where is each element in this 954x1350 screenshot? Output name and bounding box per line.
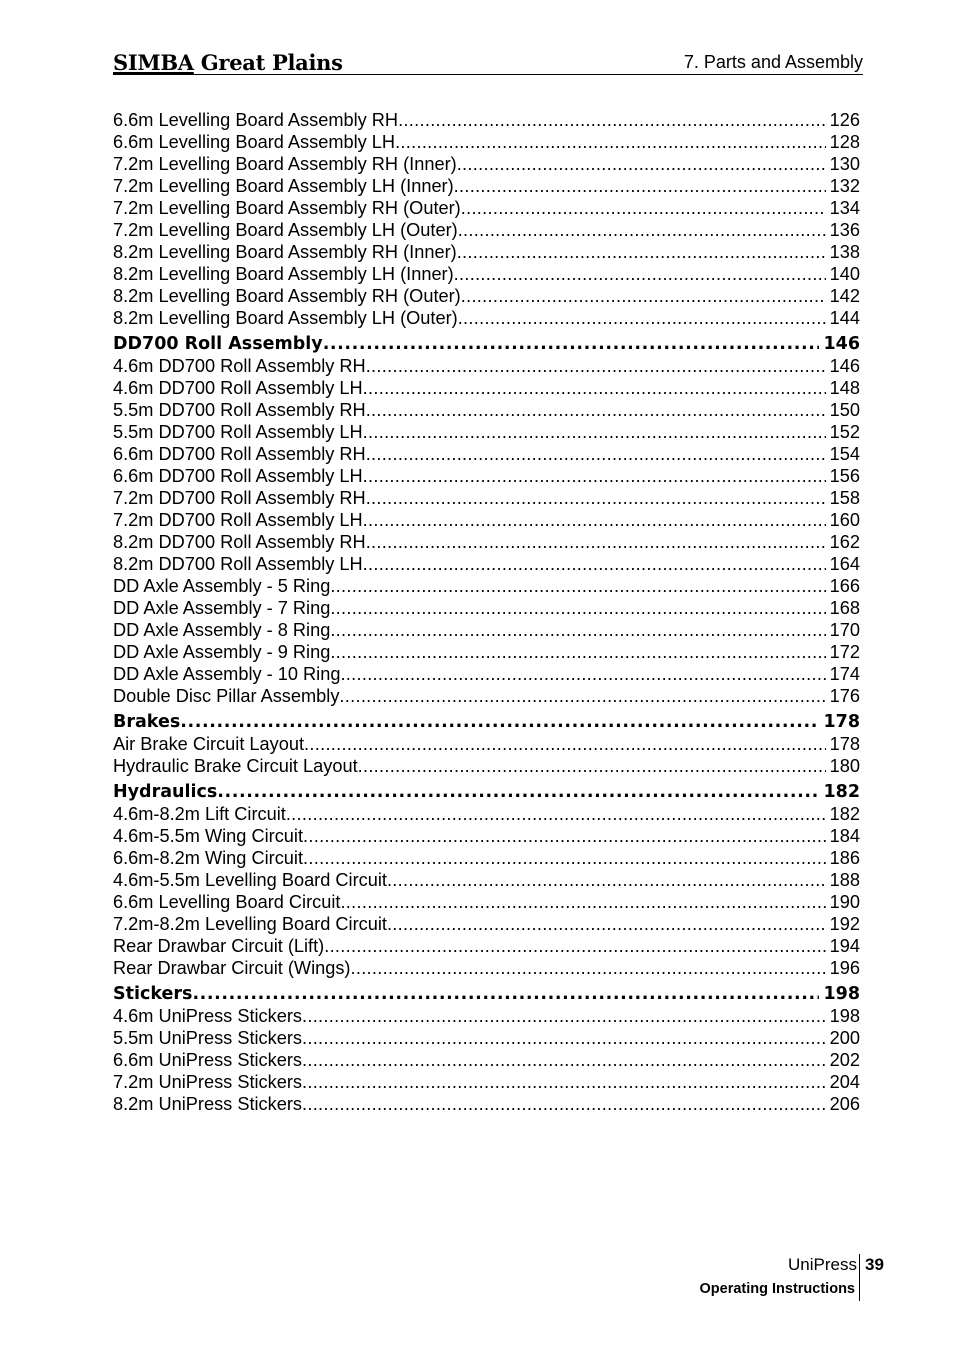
toc-entry-title: 6.6m Levelling Board Assembly LH (113, 132, 396, 152)
toc-entry[interactable] (113, 891, 860, 913)
toc-entry-title: 8.2m Levelling Board Assembly LH (Outer) (113, 308, 458, 328)
toc-entry[interactable] (113, 355, 860, 377)
toc-entry-page: 126 (829, 110, 860, 130)
toc-section-heading[interactable] (113, 329, 860, 355)
toc-entry-page: 200 (829, 1028, 860, 1048)
toc-entry-title: 7.2m Levelling Board Assembly LH (Outer) (113, 220, 458, 240)
toc-dot-leader (454, 175, 826, 197)
toc-section-heading[interactable] (113, 979, 860, 1005)
toc-entry-title: 8.2m UniPress Stickers (113, 1094, 302, 1114)
toc-entry-page: 154 (829, 444, 860, 464)
toc-entry[interactable] (113, 913, 860, 935)
toc-entry[interactable] (113, 619, 860, 641)
toc-entry[interactable] (113, 663, 860, 685)
toc-dot-leader (366, 531, 826, 553)
toc-entry[interactable] (113, 869, 860, 891)
toc-entry-page: 158 (829, 488, 860, 508)
toc-entry-title: 7.2m Levelling Board Assembly RH (Inner) (113, 154, 457, 174)
toc-entry-title: 7.2m UniPress Stickers (113, 1072, 302, 1092)
page-number: 39 (865, 1255, 884, 1274)
footer-subtitle: Operating Instructions (699, 1281, 855, 1297)
toc-entry[interactable] (113, 1005, 860, 1027)
toc-entry[interactable] (113, 1093, 860, 1115)
toc-dot-leader (366, 487, 826, 509)
toc-entry-title: 7.2m DD700 Roll Assembly LH (113, 510, 363, 530)
header-rule (113, 74, 863, 75)
toc-entry-title: DD700 Roll Assembly (113, 334, 323, 354)
toc-entry-page: 204 (829, 1072, 860, 1092)
toc-dot-leader (302, 1071, 826, 1093)
toc-entry-page: 144 (829, 308, 860, 328)
toc-entry-page: 186 (829, 848, 860, 868)
toc-dot-leader (461, 197, 826, 219)
toc-entry[interactable] (113, 109, 860, 131)
toc-entry-title: 7.2m Levelling Board Assembly LH (Inner) (113, 176, 454, 196)
toc-entry-title: 8.2m DD700 Roll Assembly RH (113, 532, 366, 552)
toc-entry-title: Stickers (113, 984, 193, 1004)
toc-entry-page: 168 (829, 598, 860, 618)
toc-dot-leader (457, 153, 826, 175)
toc-entry-title: 5.5m DD700 Roll Assembly RH (113, 400, 366, 420)
toc-section-heading[interactable] (113, 777, 860, 803)
toc-entry-page: 184 (829, 826, 860, 846)
toc-entry-title: 4.6m-5.5m Levelling Board Circuit (113, 870, 387, 890)
toc-dot-leader (458, 307, 826, 329)
toc-entry-page: 172 (829, 642, 860, 662)
toc-entry-title: 6.6m DD700 Roll Assembly LH (113, 466, 363, 486)
toc-entry[interactable] (113, 175, 860, 197)
toc-entry-title: 6.6m Levelling Board Circuit (113, 892, 341, 912)
toc-entry-page: 140 (829, 264, 860, 284)
toc-entry-page: 146 (823, 334, 860, 354)
toc-entry-title: 4.6m-5.5m Wing Circuit (113, 826, 304, 846)
toc-dot-leader (366, 443, 826, 465)
toc-entry-page: 178 (823, 712, 860, 732)
toc-section-heading[interactable] (113, 707, 860, 733)
toc-entry[interactable] (113, 935, 860, 957)
toc-entry-page: 152 (829, 422, 860, 442)
toc-entry-title: 8.2m Levelling Board Assembly RH (Inner) (113, 242, 457, 262)
toc-dot-leader (398, 109, 826, 131)
toc-entry-title: 5.5m UniPress Stickers (113, 1028, 302, 1048)
toc-entry[interactable] (113, 803, 860, 825)
toc-entry-title: Hydraulic Brake Circuit Layout (113, 756, 358, 776)
toc-entry-page: 160 (829, 510, 860, 530)
toc-entry[interactable] (113, 597, 860, 619)
toc-entry-title: Hydraulics (113, 782, 218, 802)
toc-entry-title: Brakes (113, 712, 181, 732)
toc-dot-leader (363, 377, 826, 399)
toc-entry[interactable] (113, 241, 860, 263)
toc-entry-title: 7.2m DD700 Roll Assembly RH (113, 488, 366, 508)
toc-entry-page: 176 (829, 686, 860, 706)
toc-dot-leader (303, 847, 826, 869)
toc-dot-leader (358, 755, 826, 777)
toc-entry-page: 196 (829, 958, 860, 978)
toc-entry-title: 4.6m DD700 Roll Assembly RH (113, 356, 366, 376)
toc-entry[interactable] (113, 825, 860, 847)
toc-entry-title: 6.6m Levelling Board Assembly RH (113, 110, 399, 130)
toc-entry-page: 132 (829, 176, 860, 196)
toc-entry[interactable] (113, 755, 860, 777)
toc-entry-title: 4.6m UniPress Stickers (113, 1006, 302, 1026)
toc-entry-title: 5.5m DD700 Roll Assembly LH (113, 422, 363, 442)
toc-entry-page: 166 (829, 576, 860, 596)
toc-entry-page: 182 (823, 782, 860, 802)
toc-entry-page: 198 (829, 1006, 860, 1026)
toc-entry-page: 136 (829, 220, 860, 240)
toc-entry-title: Rear Drawbar Circuit (Lift) (113, 936, 325, 956)
table-of-contents (113, 109, 860, 1115)
toc-dot-leader (366, 399, 826, 421)
toc-entry[interactable] (113, 1049, 860, 1071)
toc-entry[interactable] (113, 465, 860, 487)
brand-primary: SIMBA (113, 50, 194, 75)
toc-dot-leader (454, 263, 826, 285)
toc-entry-page: 162 (829, 532, 860, 552)
toc-entry-title: DD Axle Assembly - 8 Ring (113, 620, 331, 640)
toc-entry-page: 182 (829, 804, 860, 824)
toc-entry[interactable] (113, 575, 860, 597)
toc-entry[interactable] (113, 1027, 860, 1049)
toc-entry-page: 202 (829, 1050, 860, 1070)
toc-entry-page: 148 (829, 378, 860, 398)
toc-entry-title: DD Axle Assembly - 10 Ring (113, 664, 341, 684)
toc-entry[interactable] (113, 399, 860, 421)
toc-entry-page: 134 (829, 198, 860, 218)
toc-entry-title: 4.6m DD700 Roll Assembly LH (113, 378, 363, 398)
toc-entry-page: 142 (829, 286, 860, 306)
toc-entry-title: Air Brake Circuit Layout (113, 734, 305, 754)
toc-dot-leader (363, 421, 826, 443)
toc-entry[interactable] (113, 131, 860, 153)
toc-dot-leader (363, 509, 826, 531)
toc-entry[interactable] (113, 377, 860, 399)
toc-entry-title: 7.2m-8.2m Levelling Board Circuit (113, 914, 387, 934)
toc-dot-leader (387, 869, 826, 891)
toc-entry-title: 7.2m Levelling Board Assembly RH (Outer) (113, 198, 461, 218)
toc-entry[interactable] (113, 1071, 860, 1093)
toc-entry-page: 178 (829, 734, 860, 754)
toc-entry[interactable] (113, 685, 860, 707)
toc-entry-title: DD Axle Assembly - 7 Ring (113, 598, 331, 618)
toc-dot-leader (458, 219, 826, 241)
toc-dot-leader (303, 825, 826, 847)
toc-entry-title: 8.2m DD700 Roll Assembly LH (113, 554, 363, 574)
toc-entry-title: 6.6m UniPress Stickers (113, 1050, 302, 1070)
toc-dot-leader (302, 1093, 826, 1115)
toc-entry[interactable] (113, 443, 860, 465)
toc-entry-page: 150 (829, 400, 860, 420)
toc-entry-title: 8.2m Levelling Board Assembly LH (Inner) (113, 264, 454, 284)
toc-dot-leader (302, 1027, 826, 1049)
toc-dot-leader (363, 553, 826, 575)
toc-dot-leader (324, 935, 825, 957)
toc-entry[interactable] (113, 307, 860, 329)
toc-dot-leader (395, 131, 826, 153)
toc-entry-page: 156 (829, 466, 860, 486)
toc-entry-page: 174 (829, 664, 860, 684)
toc-entry-page: 190 (829, 892, 860, 912)
toc-entry-page: 146 (829, 356, 860, 376)
toc-dot-leader (363, 465, 826, 487)
toc-entry[interactable] (113, 847, 860, 869)
footer-product: UniPress (788, 1255, 857, 1274)
toc-dot-leader (304, 733, 826, 755)
brand-logo (113, 50, 343, 75)
toc-entry[interactable] (113, 487, 860, 509)
toc-dot-leader (286, 803, 826, 825)
brand-secondary: Great Plains (200, 50, 343, 75)
toc-entry[interactable] (113, 285, 860, 307)
toc-dot-leader (330, 619, 825, 641)
toc-entry[interactable] (113, 509, 860, 531)
toc-entry[interactable] (113, 957, 860, 979)
toc-entry-page: 194 (829, 936, 860, 956)
toc-entry-title: 4.6m-8.2m Lift Circuit (113, 804, 286, 824)
toc-dot-leader (340, 663, 825, 685)
toc-dot-leader (339, 685, 825, 707)
toc-entry-page: 130 (829, 154, 860, 174)
toc-entry[interactable] (113, 733, 860, 755)
toc-entry-page: 188 (829, 870, 860, 890)
toc-entry-page: 192 (829, 914, 860, 934)
toc-entry[interactable] (113, 153, 860, 175)
toc-entry-page: 164 (829, 554, 860, 574)
toc-entry[interactable] (113, 197, 860, 219)
section-title: 7. Parts and Assembly (683, 52, 863, 72)
toc-entry[interactable] (113, 641, 860, 663)
toc-entry-title: DD Axle Assembly - 5 Ring (113, 576, 331, 596)
toc-entry-title: 6.6m-8.2m Wing Circuit (113, 848, 304, 868)
toc-entry[interactable] (113, 219, 860, 241)
toc-dot-leader (302, 1005, 826, 1027)
toc-entry-title: 6.6m DD700 Roll Assembly RH (113, 444, 366, 464)
toc-dot-leader (330, 597, 825, 619)
toc-entry-title: 8.2m Levelling Board Assembly RH (Outer) (113, 286, 461, 306)
toc-entry-page: 138 (829, 242, 860, 262)
toc-entry-page: 198 (823, 984, 860, 1004)
toc-dot-leader (461, 285, 826, 307)
toc-entry[interactable] (113, 421, 860, 443)
toc-entry[interactable] (113, 531, 860, 553)
toc-dot-leader (330, 575, 825, 597)
toc-entry-title: Rear Drawbar Circuit (Wings) (113, 958, 351, 978)
toc-entry-page: 180 (829, 756, 860, 776)
toc-entry-page: 170 (829, 620, 860, 640)
toc-dot-leader (387, 913, 826, 935)
toc-entry[interactable] (113, 263, 860, 285)
toc-entry-page: 206 (829, 1094, 860, 1114)
toc-dot-leader (351, 957, 826, 979)
toc-dot-leader (330, 641, 825, 663)
toc-dot-leader (340, 891, 825, 913)
toc-dot-leader (366, 355, 826, 377)
toc-entry-title: Double Disc Pillar Assembly (113, 686, 340, 706)
toc-dot-leader (302, 1049, 826, 1071)
toc-entry-title: DD Axle Assembly - 9 Ring (113, 642, 331, 662)
toc-entry[interactable] (113, 553, 860, 575)
toc-dot-leader (457, 241, 826, 263)
footer-divider (859, 1254, 860, 1301)
toc-entry-page: 128 (829, 132, 860, 152)
